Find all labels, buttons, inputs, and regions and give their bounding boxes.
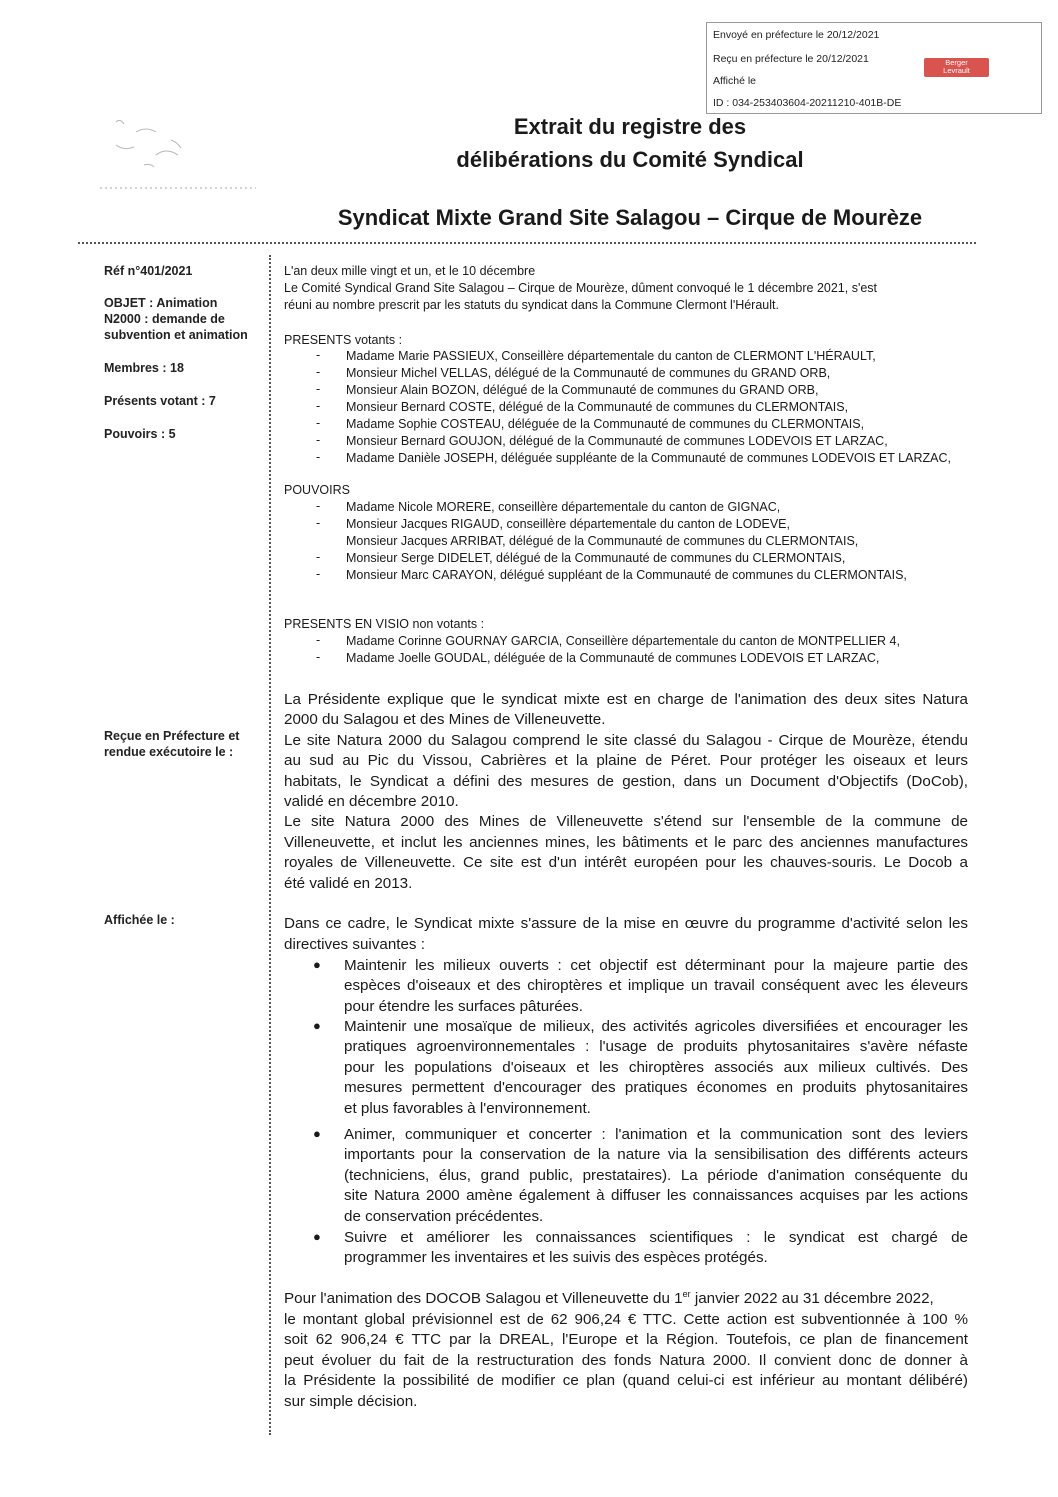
final-line-1	[284, 1289, 934, 1309]
object-line1: OBJET : Animation	[104, 296, 218, 310]
bullet-icon: ●	[313, 1018, 321, 1033]
dash-marker: -	[316, 416, 321, 430]
proxy-member: Monsieur Serge DIDELET, délégué de la Communauté de communes du CLERMONTAIS,	[346, 551, 846, 565]
bullet-line: pour étendre les surfaces pâturées.	[344, 998, 583, 1015]
final-line-1-sup: er	[682, 1288, 691, 1299]
visio-member: Madame Joelle GOUDAL, déléguée de la Communauté de communes LODEVOIS ET LARZAC,	[346, 651, 880, 665]
body-line: au sud au Pic du Vissou, Cabrières et la plaine de Péret. Pour protéger les oiseaux et leurs	[284, 752, 968, 769]
body-line: royales de Villeneuvette. Ce site est d'un intérêt européen pour les chauves-souris. Le Docob a	[284, 854, 968, 871]
reference-number: Réf n°401/2021	[104, 264, 193, 278]
bullet-line: (techniciens, élus, grand public, prestataires). La période d'animation conséquente du	[344, 1167, 968, 1184]
bullet-line: site Natura 2000 amène également à diffuser les connaissances acquises par les actions	[344, 1187, 968, 1204]
syndicate-name: Syndicat Mixte Grand Site Salagou – Cirque de Mourèze	[337, 205, 923, 230]
dash-marker: -	[316, 365, 321, 379]
bullet-icon: ●	[313, 1126, 321, 1141]
body-line: Villeneuvette, et inclut les anciennes mines, les bâtiments et le parc des anciennes manufactures	[284, 834, 968, 851]
bullet-line: Animer, communiquer et concerter : l'animation et la communication sont des leviers	[344, 1126, 968, 1143]
column-divider	[269, 255, 271, 1435]
proxy-member: Monsieur Jacques ARRIBAT, délégué de la Communauté de communes du CLERMONTAIS,	[346, 534, 859, 548]
bullet-line: et plus favorables à l'environnement.	[344, 1100, 591, 1117]
final-line: soit 62 906,24 € TTC par la DREAL, l'Europe et la Région. Toutefois, ce plan de financement	[284, 1331, 968, 1348]
stamp-sent: Envoyé en préfecture le 20/12/2021	[713, 29, 880, 41]
object-line3: subvention et animation	[104, 328, 248, 342]
bullet-icon: ●	[313, 957, 321, 972]
stamp-received: Reçu en préfecture le 20/12/2021	[713, 53, 869, 65]
final-line: la Présidente la possibilité de modifier ce plan (quand celui-ci est inférieur au montant délibéré)	[284, 1372, 968, 1389]
posted-label: Affichée le :	[104, 913, 175, 927]
bullet-line: espèces d'oiseaux et des chiroptères et implique un travail conséquent avec les éleveurs	[344, 977, 968, 994]
body-line: habitats, le Syndicat a défini des mesures de gestion, dans un Document d'Objectifs (DoCob),	[284, 773, 968, 790]
final-line: sur simple décision.	[284, 1393, 418, 1410]
bullet-line: importants pour la conservation de la nature via la sensibilisation des différents acteurs	[344, 1146, 968, 1163]
bullet-line: programmer les inventaires et les suivis des espèces protégés.	[344, 1249, 768, 1266]
final-line-1a: Pour l'animation des DOCOB Salagou et Villeneuvette du 1	[284, 1290, 683, 1307]
dash-marker: -	[316, 516, 321, 530]
bullet-line: pratiques agroenvironnementales : l'usage de produits phytosanitaires s'avère néfaste	[344, 1038, 968, 1055]
proxies-count: Pouvoirs : 5	[104, 427, 176, 441]
dash-marker: -	[316, 650, 321, 664]
presents-heading: PRESENTS votants :	[284, 333, 403, 347]
final-line: le montant global prévisionnel est de 62 906,24 € TTC. Cette action est subventionnée à 100 %	[284, 1311, 968, 1328]
present-member: Monsieur Alain BOZON, délégué de la Communauté de communes du GRAND ORB,	[346, 383, 819, 397]
prefecture-line2: rendue exécutoire le :	[104, 745, 234, 759]
intro-line: réuni au nombre prescrit par les statuts du syndicat dans la Commune Clermont l'Hérault.	[284, 298, 779, 312]
syndicate-logo-icon	[96, 110, 266, 195]
body-line: été validé en 2013.	[284, 875, 413, 892]
body-line: validé en décembre 2010.	[284, 793, 459, 810]
dash-marker: -	[316, 450, 321, 464]
final-line-1b: janvier 2022 au 31 décembre 2022,	[690, 1290, 934, 1307]
present-member: Monsieur Bernard COSTE, délégué de la Communauté de communes du CLERMONTAIS,	[346, 400, 849, 414]
dash-marker: -	[316, 499, 321, 513]
page-title-line2: délibérations du Comité Syndical	[456, 147, 804, 172]
berger-levrault-logo: Berger Levrault	[924, 58, 989, 77]
body-line: Le site Natura 2000 des Mines de Villeneuvette s'étend sur l'ensemble de la commune de	[284, 813, 968, 830]
proxy-member: Monsieur Marc CARAYON, délégué suppléant de la Communauté de communes du CLERMONTAIS,	[346, 568, 907, 582]
body-line: 2000 du Salagou et des Mines de Villeneuvette.	[284, 711, 606, 728]
bullet-line: Suivre et améliorer les connaissances scientifiques : le syndicat est chargé de	[344, 1229, 968, 1246]
members-count: Membres : 18	[104, 361, 184, 375]
intro-line: L'an deux mille vingt et un, et le 10 décembre	[284, 264, 536, 278]
intro-line: Le Comité Syndical Grand Site Salagou – Cirque de Mourèze, dûment convoqué le 1 décembre 2021, s'est	[284, 281, 878, 295]
dash-marker: -	[316, 382, 321, 396]
dash-marker: -	[316, 399, 321, 413]
pouvoirs-heading: POUVOIRS	[284, 483, 350, 497]
present-member: Monsieur Bernard GOUJON, délégué de la Communauté de communes LODEVOIS ET LARZAC,	[346, 434, 888, 448]
visio-member: Madame Corinne GOURNAY GARCIA, Conseillère départementale du canton de MONTPELLIER 4,	[346, 634, 900, 648]
bullet-line: pour les populations d'oiseaux et les chiroptères associés aux milieux cultivés. Des	[344, 1059, 968, 1076]
body-line: directives suivantes :	[284, 936, 425, 953]
dash-marker: -	[316, 633, 321, 647]
prefecture-stamp	[706, 22, 1042, 114]
dash-marker: -	[316, 348, 321, 362]
dash-marker: -	[316, 433, 321, 447]
final-line: peut évoluer du fait de la restructuration des fonds Natura 2000. Il convient donc de donner à	[284, 1352, 968, 1369]
present-member: Monsieur Michel VELLAS, délégué de la Communauté de communes du GRAND ORB,	[346, 366, 831, 380]
body-line: La Présidente explique que le syndicat mixte est en charge de l'animation des deux sites Natura	[284, 691, 968, 708]
bullet-icon: ●	[313, 1229, 321, 1244]
stamp-id: ID : 034-253403604-20211210-401B-DE	[713, 97, 902, 109]
proxy-member: Madame Nicole MORERE, conseillère départementale du canton de GIGNAC,	[346, 500, 781, 514]
proxy-member: Monsieur Jacques RIGAUD, conseillère départementale du canton de LODEVE,	[346, 517, 790, 531]
present-voting-count: Présents votant : 7	[104, 394, 216, 408]
header-divider	[78, 242, 976, 244]
dash-marker: -	[316, 550, 321, 564]
page-title-line1: Extrait du registre des	[513, 114, 747, 139]
bullet-line: de conservation précédentes.	[344, 1208, 544, 1225]
object-line2: N2000 : demande de	[104, 312, 225, 326]
bullet-line: Maintenir les milieux ouverts : cet objectif est déterminant pour la majeure partie des	[344, 957, 968, 974]
present-member: Madame Danièle JOSEPH, déléguée suppléante de la Communauté de communes LODEVOIS ET LARZAC,	[346, 451, 951, 465]
dash-marker: -	[316, 567, 321, 581]
bullet-line: mesures permettent d'encourager des pratiques économes en produits phytosanitaires	[344, 1079, 968, 1096]
bullet-line: Maintenir une mosaïque de milieux, des activités agricoles diversifiées et encourager les	[344, 1018, 968, 1035]
visio-heading: PRESENTS EN VISIO non votants :	[284, 617, 485, 631]
stamp-posted: Affiché le	[713, 75, 756, 87]
body-line: Dans ce cadre, le Syndicat mixte s'assure de la mise en œuvre du programme d'activité selon les	[284, 915, 968, 932]
body-line: Le site Natura 2000 du Salagou comprend le site classé du Salagou - Cirque de Mourèze, étendu	[284, 732, 968, 749]
present-member: Madame Sophie COSTEAU, déléguée de la Communauté de communes du CLERMONTAIS,	[346, 417, 865, 431]
present-member: Madame Marie PASSIEUX, Conseillère départementale du canton de CLERMONT L'HÉRAULT,	[346, 349, 876, 363]
prefecture-line1: Reçue en Préfecture et	[104, 729, 240, 743]
